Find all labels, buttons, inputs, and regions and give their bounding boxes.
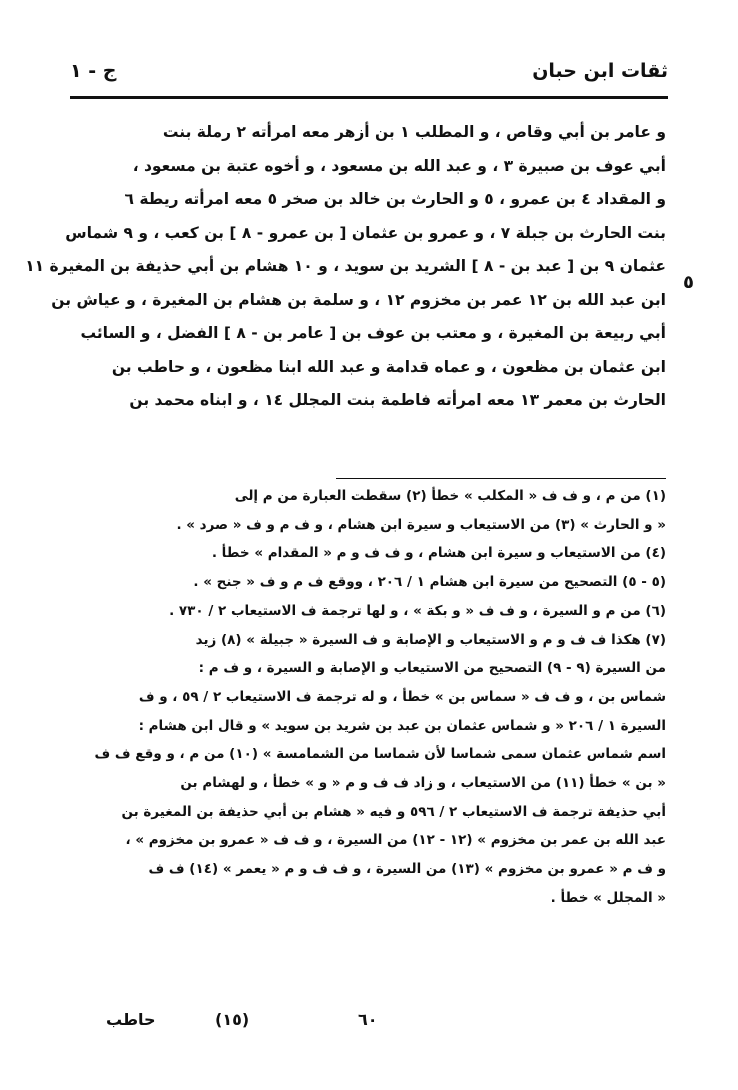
footnote-line: السيرة ١ / ٢٠٦ « و شماس عثمان بن عبد بن شريد بن سويد » و قال ابن هشام :: [138, 717, 666, 734]
main-line: و عامر بن أبي وقاص ، و المطلب ١ بن أزهر معه امرأته ٢ رملة بنت: [162, 123, 666, 141]
footnote-line: « المجلل » خطأ .: [550, 889, 666, 906]
footnote-line: اسم شماس عثمان سمى شماسا لأن شماسا من الشمامسة » (١٠) من م ، و وقع ف ف: [94, 746, 666, 763]
main-text: [25, 116, 666, 418]
line-number: ٥: [683, 272, 694, 293]
footnote-line: (١) من م ، و ف ف « المكلب » خطأ (٢) سقطت العبارة من م إلى: [234, 488, 666, 504]
footnote-line: (٤) من الاستيعاب و سيرة ابن هشام ، و ف ف و م « المقدام » خطأ .: [211, 545, 666, 562]
volume-label: ج - ١: [70, 60, 117, 82]
main-line: أبي عوف بن صبيرة ٣ ، و عبد الله بن مسعود ، و أخوه عتبة بن مسعود ،: [132, 156, 666, 175]
running-title: ثقات ابن حبان: [532, 60, 668, 82]
footnote-rule: [336, 478, 666, 479]
main-line: و المقداد ٤ بن عمرو ، ٥ و الحارث بن خالد بن صخر ٥ معه امرأته ريطة ٦: [124, 190, 666, 208]
footnote-line: أبي حذيفة ترجمة ف الاستيعاب ٢ / ٥٩٦ و فيه « هشام بن أبي حذيفة بن المغيرة بن: [121, 803, 666, 820]
header-rule: [70, 96, 668, 99]
footnote-line: (٥ - ٥) التصحيح من سيرة ابن هشام ١ / ٢٠٦ ، ووقع ف م و ف « جنح » .: [193, 574, 666, 591]
footnotes: [72, 482, 666, 913]
footnote-line: « و الحارث » (٣) من الاستيعاب و سيرة ابن هشام ، و ف م و ف « صرد » .: [176, 516, 666, 533]
catchword: حاطب: [106, 1010, 156, 1029]
page-header: [70, 52, 668, 92]
page-footer: [70, 1010, 668, 1040]
main-line: أبي ربيعة بن المغيرة ، و معتب بن عوف بن [ عامر بن - ٨ ] الفضل ، و السائب: [80, 324, 666, 342]
footnote-line: « بن » خطأ (١١) من الاستيعاب ، و زاد ف ف و م « و » خطأ ، و لهشام بن: [180, 775, 666, 792]
footnote-line: (٦) من م و السيرة ، و ف ف « و بكة » ، و لها ترجمة ف الاستيعاب ٢ / ٧٣٠ .: [169, 602, 666, 619]
footnote-line: و ف م « عمرو بن مخزوم » (١٣) من السيرة ، و ف ف و م « يعمر » (١٤) ف ف: [148, 861, 666, 878]
footnote-line: (٧) هكذا ف ف و م و الاستيعاب و الإصابة و ف السيرة « جبيلة » (٨) زيد: [195, 631, 666, 648]
page-number: ٦٠: [358, 1010, 378, 1029]
main-line: بنت الحارث بن جبلة ٧ ، و عمرو بن عثمان [ بن عمرو - ٨ ] بن كعب ، و ٩ شماس: [65, 223, 666, 242]
sheet-number: (١٥): [215, 1010, 250, 1029]
main-line: الحارث بن معمر ١٣ معه امرأته فاطمة بنت المجلل ١٤ ، و ابناه محمد بن: [129, 391, 666, 409]
main-line: ابن عثمان بن مظعون ، و عماه قدامة و عبد الله ابنا مظعون ، و حاطب بن: [111, 357, 666, 376]
main-line: ابن عبد الله بن ١٢ عمر بن مخزوم ١٢ ، و سلمة بن هشام بن المغيرة ، و عياش بن: [51, 290, 666, 309]
main-line: عثمان ٩ بن [ عبد بن - ٨ ] الشريد بن سويد ، و ١٠ هشام بن أبي حذيفة بن المغيرة ١١: [25, 257, 666, 275]
footnote-line: شماس بن ، و ف ف « سماس بن » خطأ ، و له ترجمة ف الاستيعاب ٢ / ٥٩ ، و ف: [138, 688, 666, 705]
footnote-line: من السيرة (٩ - ٩) التصحيح من الاستيعاب و الإصابة و السيرة ، و ف م :: [198, 660, 666, 677]
footnote-line: عبد الله بن عمر بن مخزوم » (١٢ - ١٢) من السيرة ، و ف ف « عمرو بن مخزوم » ،: [125, 832, 666, 849]
